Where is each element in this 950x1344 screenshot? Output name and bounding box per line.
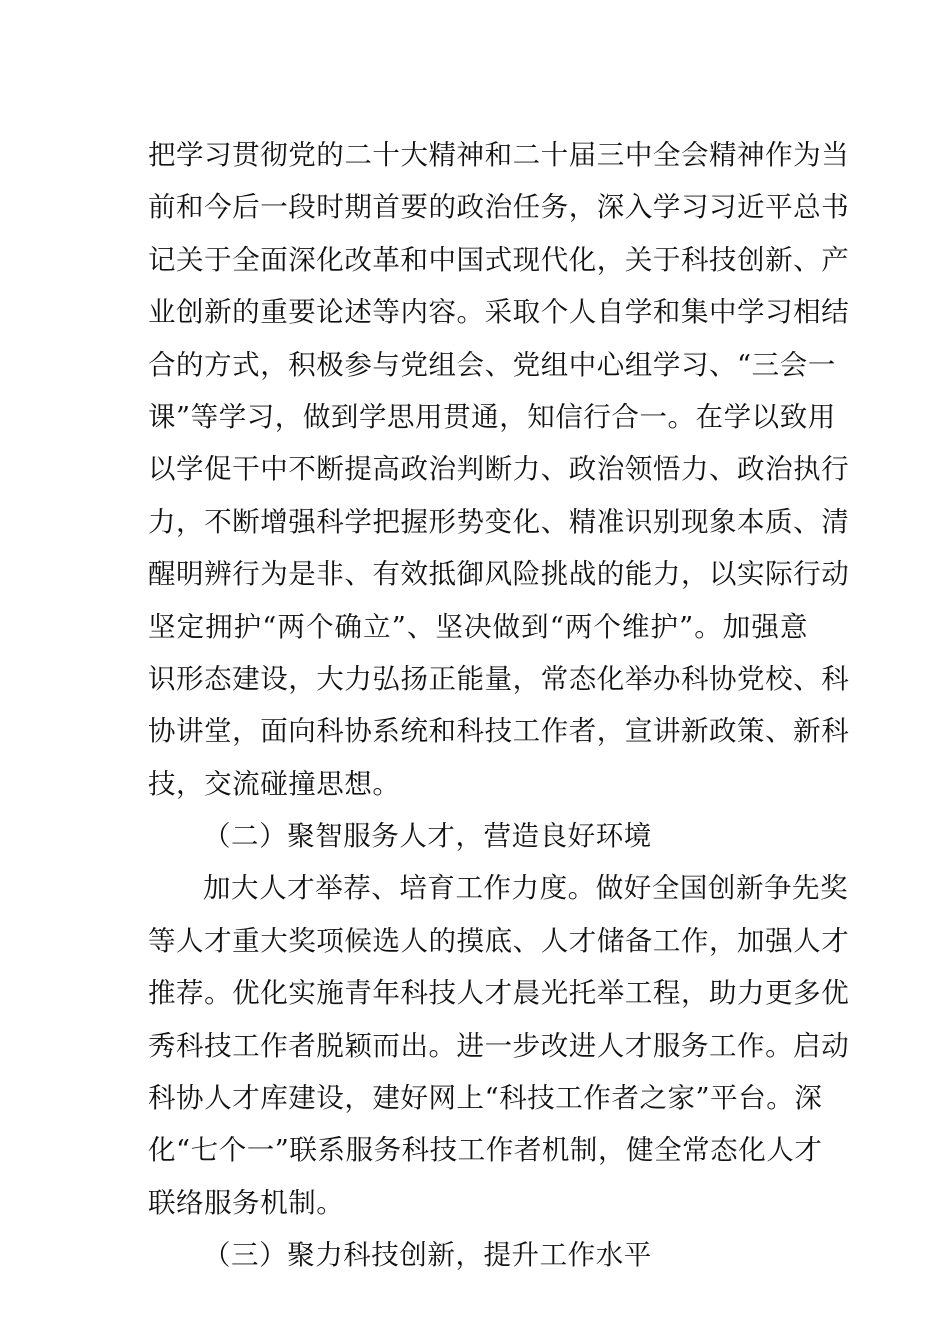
text-line: 秀科技工作者脱颖而出。进一步改进人才服务工作。启动 bbox=[148, 1029, 850, 1062]
text-line: 等人才重大奖项候选人的摸底、人才储备工作，加强人才 bbox=[148, 924, 850, 957]
text-line: 加大人才举荐、培育工作力度。做好全国创新争先奖 bbox=[203, 872, 849, 905]
text-line: 推荐。优化实施青年科技人才晨光托举工程，助力更多优 bbox=[148, 977, 850, 1010]
text-line: 力，不断增强科学把握形势变化、精准识别现象本质、清 bbox=[148, 505, 850, 538]
paragraph-talent-services bbox=[148, 862, 850, 1229]
section-heading-tech-innovation: （三）聚力科技创新，提升工作水平 bbox=[203, 1239, 652, 1272]
paragraph-party-study bbox=[148, 129, 850, 810]
text-line: 记关于全面深化改革和中国式现代化，关于科技创新、产 bbox=[148, 243, 850, 276]
text-line: 技，交流碰撞思想。 bbox=[148, 767, 401, 800]
text-line: 化“七个一”联系服务科技工作者机制，健全常态化人才 bbox=[148, 1134, 823, 1167]
text-line: 科协人才库建设，建好网上“科技工作者之家”平台。深 bbox=[148, 1082, 823, 1115]
text-line: 联络服务机制。 bbox=[148, 1186, 345, 1219]
text-line: 识形态建设，大力弘扬正能量，常态化举办科协党校、科 bbox=[148, 662, 850, 695]
text-line: 合的方式，积极参与党组会、党组中心组学习、“三会一 bbox=[148, 348, 836, 381]
document-body bbox=[148, 129, 850, 1282]
text-line: 坚定拥护“两个确立”、坚决做到“两个维护”。加强意 bbox=[148, 610, 808, 643]
text-line: 协讲堂，面向科协系统和科技工作者，宣讲新政策、新科 bbox=[148, 715, 850, 748]
text-line: 以学促干中不断提高政治判断力、政治领悟力、政治执行 bbox=[148, 453, 850, 486]
section-heading-talent-services: （二）聚智服务人才，营造良好环境 bbox=[203, 820, 652, 853]
text-line: 醒明辨行为是非、有效抵御风险挑战的能力，以实际行动 bbox=[148, 558, 850, 591]
text-line: 课”等学习，做到学思用贯通，知信行合一。在学以致用 bbox=[148, 400, 836, 433]
text-line: 前和今后一段时期首要的政治任务，深入学习习近平总书 bbox=[148, 191, 850, 224]
text-line: 把学习贯彻党的二十大精神和二十届三中全会精神作为当 bbox=[148, 139, 850, 171]
text-line: 业创新的重要论述等内容。采取个人自学和集中学习相结 bbox=[148, 296, 850, 329]
